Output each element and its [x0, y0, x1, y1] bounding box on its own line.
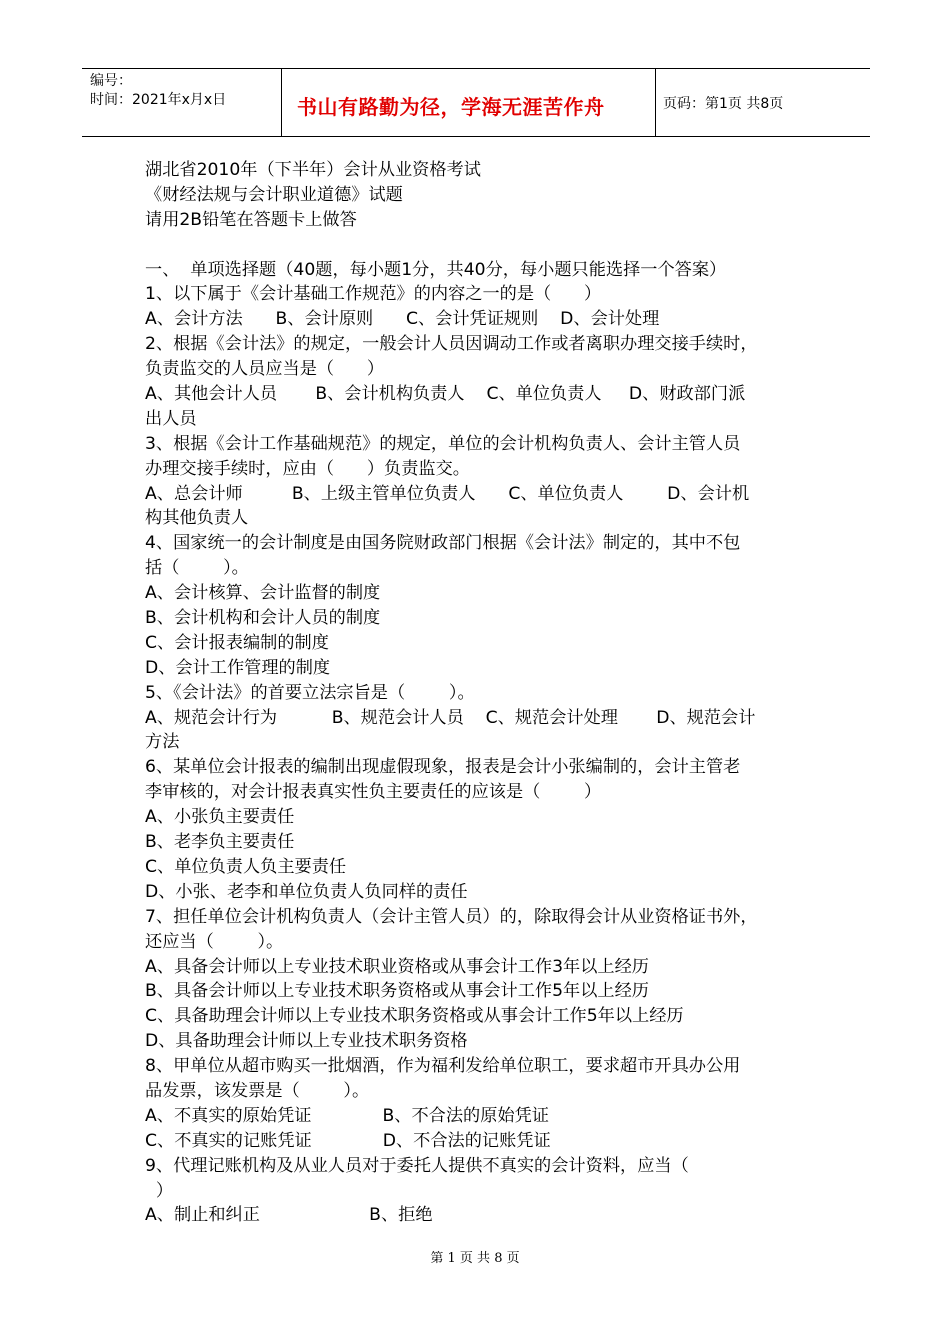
question-line: 7、担任单位会计机构负责人（会计主管人员）的，除取得会计从业资格证书外，: [145, 906, 758, 927]
question-line: ）: [145, 1180, 174, 1201]
title-line: 请用2B铅笔在答题卡上做答: [145, 209, 357, 230]
question-list: [145, 282, 825, 1228]
question-line: A、具备会计师以上专业技术职业资格或从事会计工作3年以上经历: [145, 956, 649, 977]
question-line: D、会计工作管理的制度: [145, 657, 331, 678]
question-line: D、小张、老李和单位负责人负同样的责任: [145, 881, 468, 902]
motto: 书山有路勤为径，学海无涯苦作舟: [297, 95, 605, 119]
question-line: 李审核的，对会计报表真实性负主要责任的应该是（ ）: [145, 782, 602, 803]
question-line: 5、《会计法》的首要立法宗旨是（ ）。: [145, 682, 475, 703]
question-line: 3、根据《会计工作基础规范》的规定，单位的会计机构负责人、会计主管人员: [145, 433, 741, 454]
blank-line: [145, 233, 825, 258]
page-footer: 第 1 页 共 8 页: [430, 1251, 520, 1266]
question-line: 出人员: [145, 408, 197, 429]
question-line: 构其他负责人: [145, 508, 249, 529]
question-line: C、具备助理会计师以上专业技术职务资格或从事会计工作5年以上经历: [145, 1006, 684, 1027]
header-bottom-rule: [82, 136, 870, 137]
question-line: 8、甲单位从超市购买一批烟酒，作为福利发给单位职工，要求超市开具办公用: [145, 1056, 741, 1077]
question-line: 办理交接手续时，应由（ ）负责监交。: [145, 458, 470, 479]
question-line: C、单位负责人负主要责任: [145, 856, 347, 877]
question-line: A、其他会计人员 B、会计机构负责人 C、单位负责人 D、财政部门派: [145, 384, 746, 405]
question-line: A、总会计师 B、上级主管单位负责人 C、单位负责人 D、会计机: [145, 483, 750, 504]
serial-label: 编号：: [90, 73, 132, 89]
question-line: A、会计核算、会计监督的制度: [145, 583, 381, 604]
question-line: A、规范会计行为 B、规范会计人员 C、规范会计处理 D、规范会计: [145, 707, 756, 728]
question-line: B、老李负主要责任: [145, 832, 295, 853]
question-line: C、不真实的记账凭证 D、不合法的记账凭证: [145, 1130, 551, 1151]
question-line: C、会计报表编制的制度: [145, 632, 329, 653]
header-divider-right: [655, 68, 656, 136]
question-line: A、小张负主要责任: [145, 807, 295, 828]
question-line: 4、国家统一的会计制度是由国务院财政部门根据《会计法》制定的，其中不包: [145, 533, 741, 554]
question-line: 括（ ）。: [145, 558, 249, 579]
question-line: B、会计机构和会计人员的制度: [145, 608, 381, 629]
question-line: D、具备助理会计师以上专业技术职务资格: [145, 1031, 468, 1052]
question-line: 1、以下属于《会计基础工作规范》的内容之一的是（ ）: [145, 284, 602, 305]
section-heading: 一、 单项选择题（40题，每小题1分，共40分，每小题只能选择一个答案）: [145, 259, 727, 280]
page-info: 页码：第1页 共8页: [663, 96, 784, 112]
question-line: A、制止和纠正 B、拒绝: [145, 1205, 433, 1226]
question-line: 6、某单位会计报表的编制出现虚假现象，报表是会计小张编制的，会计主管老: [145, 757, 741, 778]
question-line: 负责监交的人员应当是（ ）: [145, 359, 385, 380]
question-line: 还应当（ ）。: [145, 931, 284, 952]
time-label: 时间：2021年x月x日: [90, 92, 227, 108]
question-line: B、具备会计师以上专业技术职务资格或从事会计工作5年以上经历: [145, 981, 649, 1002]
question-line: A、会计方法 B、会计原则 C、会计凭证规则 D、会计处理: [145, 309, 660, 330]
header-top-rule: [82, 68, 870, 69]
question-line: 9、代理记账机构及从业人员对于委托人提供不真实的会计资料，应当（: [145, 1155, 689, 1176]
title-line: 湖北省2010年（下半年）会计从业资格考试: [145, 160, 481, 180]
title-line: 《财经法规与会计职业道德》试题: [145, 184, 403, 205]
question-line: 2、根据《会计法》的规定，一般会计人员因调动工作或者离职办理交接手续时，: [145, 334, 758, 355]
question-line: 方法: [145, 732, 180, 753]
question-line: 品发票，该发票是（ ）。: [145, 1080, 370, 1101]
header-divider-left: [281, 68, 282, 136]
question-line: A、不真实的原始凭证 B、不合法的原始凭证: [145, 1105, 549, 1126]
document-body: [145, 158, 825, 1228]
